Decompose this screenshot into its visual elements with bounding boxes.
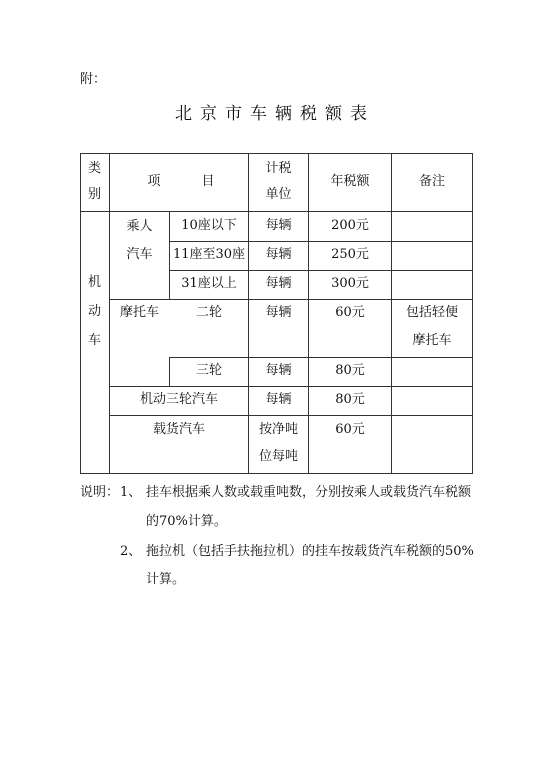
header-category-line1: 类 <box>87 161 101 176</box>
truck-unit-line2: 位每吨 <box>258 449 298 464</box>
passenger-car-label-line1: 乘人 <box>126 219 153 234</box>
header-item-left: 项 <box>147 174 161 189</box>
row-tax: 80元 <box>335 363 365 378</box>
row-unit: 每辆 <box>265 276 292 291</box>
note-line1: 拖拉机（包括手扶拖拉机）的挂车按载货汽车税额的50% <box>146 544 474 559</box>
motor-tricycle-tax: 80元 <box>335 392 365 407</box>
note-line2: 计算。 <box>146 572 186 587</box>
row-seats: 10座以下 <box>181 218 237 233</box>
group-motor-line3: 车 <box>87 333 101 348</box>
row-tax: 300元 <box>331 276 369 291</box>
row-tax: 250元 <box>331 247 369 262</box>
header-item-right: 目 <box>201 174 215 189</box>
row-tax: 200元 <box>331 218 369 233</box>
note-number: 2、 <box>120 544 142 559</box>
attachment-label: 附： <box>80 72 107 87</box>
truck-label: 载货汽车 <box>152 422 205 437</box>
row-unit: 每辆 <box>265 218 292 233</box>
row-seats: 11座至30座 <box>172 247 246 262</box>
note-line1: 挂车根据乘人数或载重吨数，分别按乘人或载货汽车税额 <box>146 485 472 500</box>
truck-unit-line1: 按净吨 <box>258 422 298 437</box>
notes-prefix: 说明： <box>80 485 120 500</box>
motor-tricycle-label: 机动三轮汽车 <box>139 392 218 407</box>
note-number: 1、 <box>120 485 142 500</box>
row-remark-line2: 摩托车 <box>412 333 452 348</box>
row-remark-line1: 包括轻便 <box>405 305 458 320</box>
truck-tax: 60元 <box>335 422 365 437</box>
header-remarks: 备注 <box>418 174 445 189</box>
header-unit-line1: 计税 <box>265 161 292 176</box>
row-tax: 60元 <box>335 305 365 320</box>
group-motor-line2: 动 <box>87 304 101 319</box>
row-seats: 31座以上 <box>181 276 237 291</box>
row-unit: 每辆 <box>265 363 292 378</box>
row-type: 二轮 <box>195 305 222 320</box>
group-motor-line1: 机 <box>87 275 101 290</box>
header-category-line2: 别 <box>87 187 101 202</box>
row-unit: 每辆 <box>265 247 292 262</box>
page-title: 北京市车辆税额表 <box>175 104 375 124</box>
header-annual-tax: 年税额 <box>330 174 370 189</box>
motorcycle-label: 摩托车 <box>119 305 159 320</box>
row-unit: 每辆 <box>265 305 292 320</box>
motor-tricycle-unit: 每辆 <box>265 392 292 407</box>
note-line2: 的70%计算。 <box>146 514 227 529</box>
passenger-car-label-line2: 汽车 <box>126 247 153 262</box>
header-unit-line2: 单位 <box>265 187 292 202</box>
row-type: 三轮 <box>195 363 222 378</box>
